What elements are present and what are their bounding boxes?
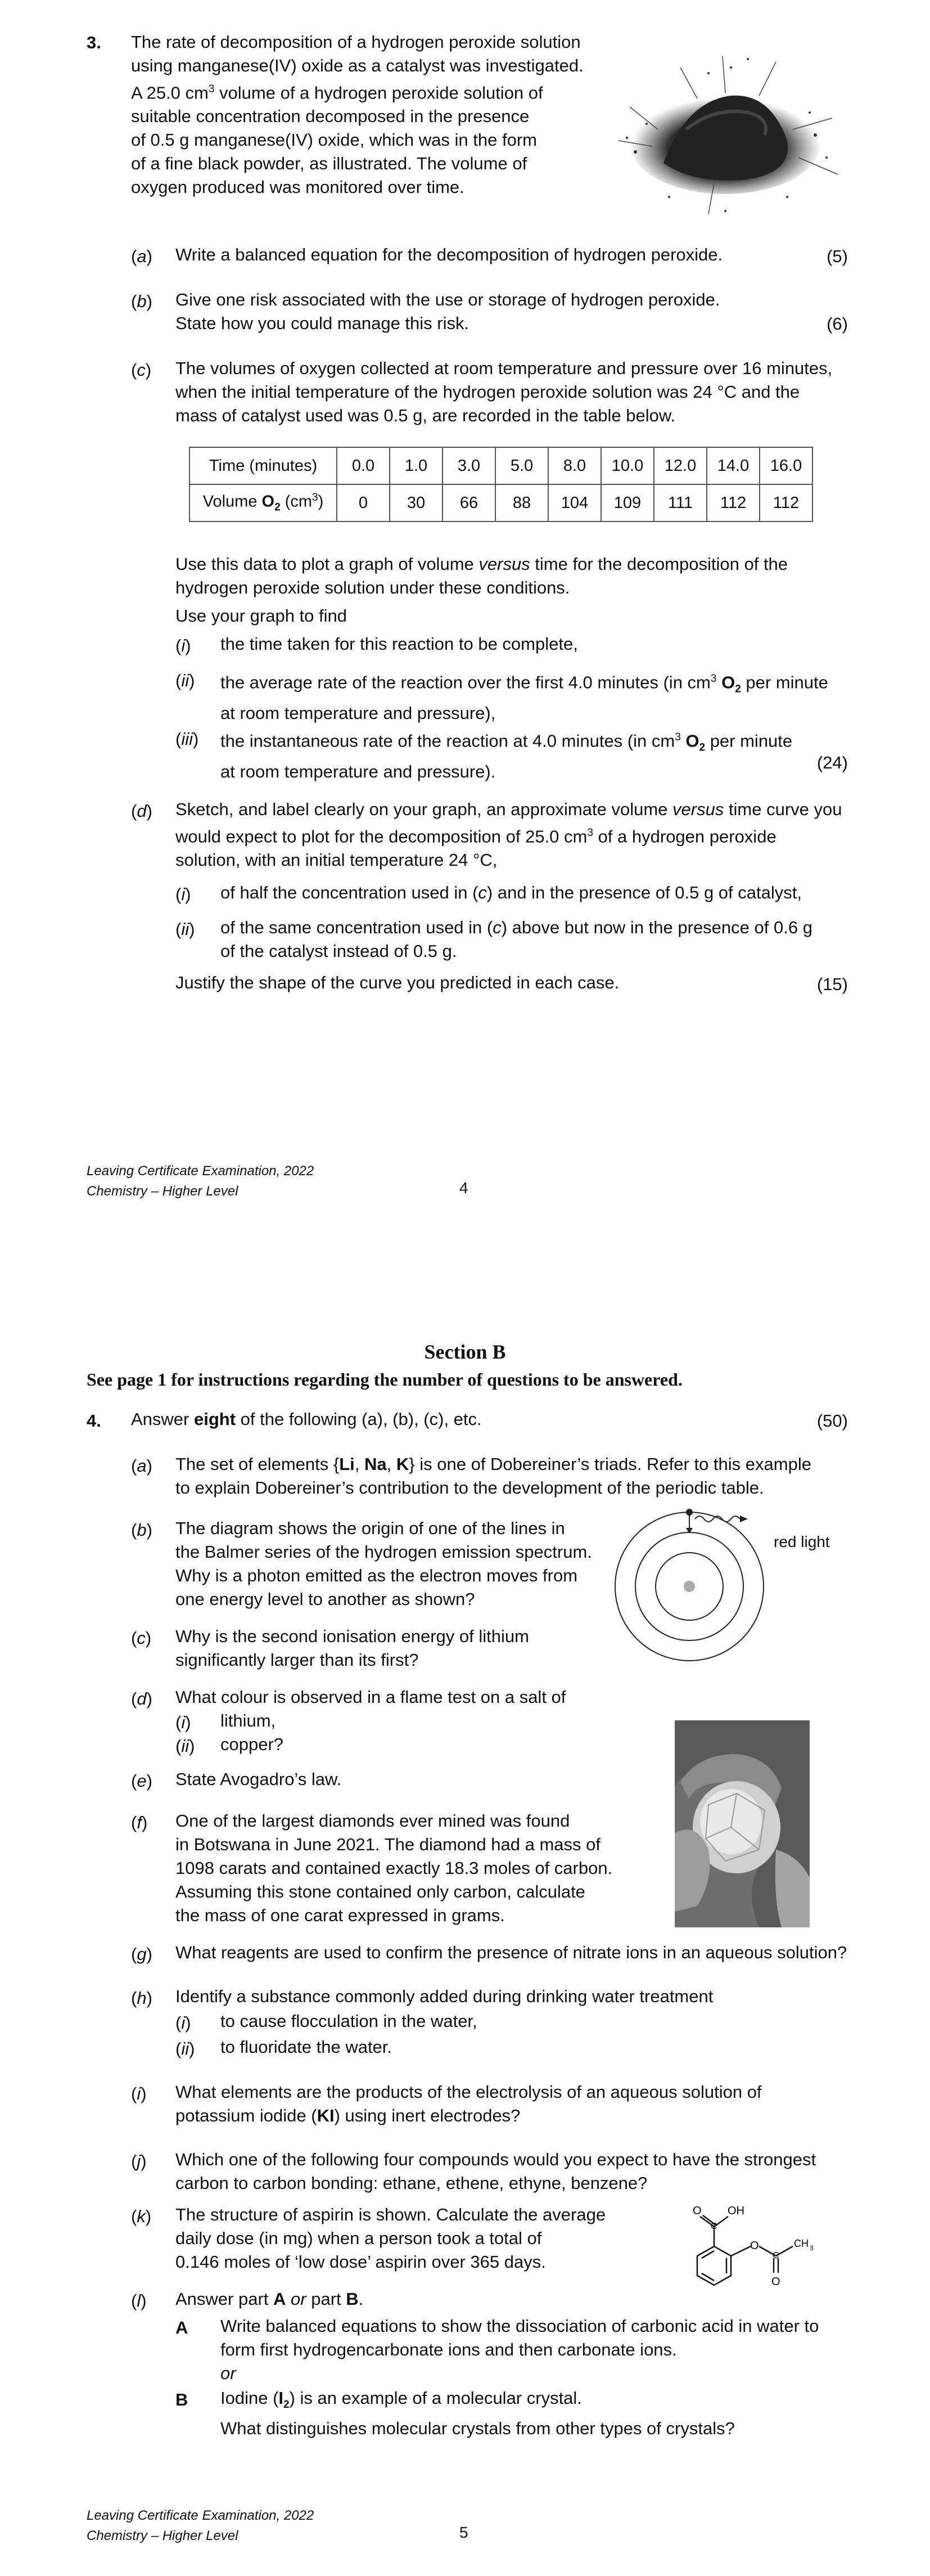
text: or <box>291 2289 306 2309</box>
text: Answer part <box>175 2289 274 2309</box>
table-cell: 3.0 <box>443 447 495 484</box>
text: c <box>478 883 487 902</box>
sub-text: lithium, <box>220 1711 276 1730</box>
label: c <box>137 1628 146 1648</box>
data-table <box>189 447 813 522</box>
line: daily dose (in mg) when a person took a total of <box>175 2228 542 2248</box>
table-cell: 10.0 <box>601 447 654 484</box>
label: i <box>181 1712 186 1732</box>
part-f-text <box>175 1809 612 1927</box>
line: significantly larger than its first? <box>175 1650 419 1670</box>
aspirin-o2: O <box>750 2240 759 2252</box>
table-cell: 14.0 <box>707 447 760 484</box>
aspirin-c1: C <box>711 2222 717 2231</box>
line: State how you could manage this risk. <box>175 313 469 333</box>
line: Give one risk associated with the use or storage of hydrogen peroxide. <box>175 290 720 309</box>
text: . <box>358 2289 364 2309</box>
part-label-a: (a) <box>131 1456 152 1476</box>
aspirin-ch3-sub: 3 <box>810 2244 814 2252</box>
sub-label: (ii) <box>175 671 195 690</box>
line: when the initial temperature of the hydrogen peroxide solution was 24 °C and the <box>175 382 800 402</box>
footer <box>87 2506 314 2546</box>
page-number: 5 <box>459 2524 468 2541</box>
line <box>220 2386 735 2417</box>
footer-line: Leaving Certificate Examination, 2022 <box>87 2508 314 2523</box>
text: Sketch, and label clearly on your graph, an approximate volume <box>175 799 672 819</box>
table-cell: 112 <box>760 484 812 522</box>
q4-intro <box>131 1408 482 1431</box>
text: B <box>346 2289 359 2309</box>
label: k <box>137 2206 146 2226</box>
line: Why is the second ionisation energy of lithium <box>175 1626 529 1646</box>
text: O <box>261 492 275 511</box>
part-b-text <box>175 1517 592 1611</box>
line: 0.146 moles of ‘low dose’ aspirin over 365 days. <box>175 2252 546 2272</box>
line: The structure of aspirin is shown. Calculate the average <box>175 2205 606 2224</box>
label: g <box>137 1944 147 1964</box>
line: The volumes of oxygen collected at room temperature and pressure over 16 minutes, <box>175 358 833 378</box>
line: The diagram shows the origin of one of the lines in <box>175 1518 565 1538</box>
part-label-c: (c) <box>131 360 152 380</box>
text: A <box>273 2289 286 2309</box>
sub-label: (i) <box>175 636 191 655</box>
text: versus <box>478 554 530 574</box>
text: c <box>493 918 502 937</box>
marks-c: (24) <box>816 753 848 772</box>
label: ii <box>181 919 189 939</box>
line <box>220 916 812 939</box>
text: of the following (a), (b), (c), etc. <box>236 1409 482 1429</box>
label: c <box>137 360 146 380</box>
part-B-text <box>220 2386 735 2440</box>
sub-label: (i) <box>175 1712 191 1732</box>
text: per minute <box>741 672 828 693</box>
intro-line: of a fine black powder, as illustrated. The volume of <box>131 154 527 174</box>
sub-text: to fluoridate the water. <box>220 2037 392 2057</box>
label: ii <box>181 1736 189 1756</box>
part-label-d: (d) <box>131 801 152 821</box>
part-d-text <box>175 798 842 872</box>
page-number: 4 <box>459 1179 468 1197</box>
text: ) above but now in the presence of 0.6 g <box>501 918 812 937</box>
part-c-text <box>175 357 832 428</box>
text: 2 <box>283 2399 290 2411</box>
q3-intro <box>131 30 592 199</box>
part-B-label: B <box>175 2390 188 2409</box>
table-cell: 30 <box>390 484 443 522</box>
table-cell: 5.0 <box>495 447 548 484</box>
line: the instantaneous rate of the reaction at 4.0 minutes (in $cm^3$ $O_2$ per minute <box>220 731 793 754</box>
table-cell: 111 <box>654 484 707 522</box>
label: i <box>181 2013 186 2033</box>
text: time curve you <box>724 799 842 819</box>
aspirin-ch3: CH <box>794 2238 809 2249</box>
text: time for the decomposition of the <box>530 554 788 574</box>
label: b <box>137 1520 147 1540</box>
marks-b: (6) <box>827 314 848 334</box>
part-h-text: Identify a substance commonly added during drinking water treatment <box>175 1986 714 2006</box>
text: Use this data to plot a graph of volume <box>175 554 479 574</box>
table-cell: 104 <box>548 484 601 522</box>
text: ) using inert electrodes? <box>334 2106 521 2125</box>
table-cell: 12.0 <box>654 447 707 484</box>
text: ) is an example of a molecular crystal. <box>289 2388 582 2408</box>
sub-label: (i) <box>175 884 191 904</box>
sub-label: (ii) <box>175 2039 195 2058</box>
question-number: 4. <box>87 1411 101 1431</box>
text: I <box>278 2388 284 2408</box>
sub-label: (ii) <box>175 1736 195 1756</box>
aspirin-c2: C <box>773 2251 779 2260</box>
footer-line: Chemistry – Higher Level <box>87 1184 238 1199</box>
line: mass of catalyst used was 0.5 g, are recorded in the table below. <box>175 406 676 425</box>
text: K <box>396 1454 409 1474</box>
label: a <box>137 246 147 266</box>
line: One of the largest diamonds ever mined was found <box>175 1811 570 1831</box>
label: e <box>137 1771 147 1791</box>
text: O <box>716 672 735 693</box>
part-e-text: State Avogadro’s law. <box>175 1769 342 1789</box>
line: Write balanced equations to show the dissociation of carbonic acid in water to <box>220 2316 819 2336</box>
table-cell: 8.0 <box>548 447 601 484</box>
text: 3 <box>312 492 318 504</box>
text: of a hydrogen peroxide <box>593 826 776 847</box>
text: of the same concentration used in ( <box>220 918 493 937</box>
section-subtitle: See page 1 for instructions regarding the number of questions to be answered. <box>87 1369 683 1390</box>
question-number: 3. <box>87 33 101 52</box>
intro-line: A 25.0 $cm^3$ volume of a hydrogen peroxide solution of <box>131 83 543 103</box>
aspirin-o1: O <box>693 2205 702 2217</box>
part-label-i: (i) <box>131 2084 147 2103</box>
text: eight <box>193 1409 236 1429</box>
line: the mass of one carat expressed in grams. <box>175 1905 505 1925</box>
label: ii <box>181 671 189 690</box>
part-b-text <box>175 288 720 335</box>
line: The set of elements {Li, Na, K} is one of Dobereiner’s triads. Refer to this example <box>175 1454 811 1474</box>
label: j <box>137 2151 141 2171</box>
label: l <box>137 2291 141 2310</box>
text: Iodine ( <box>220 2388 279 2408</box>
sub-label: (ii) <box>175 919 195 939</box>
label: f <box>137 1813 142 1832</box>
table-cell: 1.0 <box>390 447 443 484</box>
table-cell: 0 <box>337 484 390 522</box>
part-label-b: (b) <box>131 1520 152 1540</box>
part-label-e: (e) <box>131 1771 152 1791</box>
part-label-d: (d) <box>131 1689 152 1709</box>
line: at room temperature and pressure), <box>220 703 496 723</box>
intro-line: of 0.5 g manganese(IV) oxide, which was in the form <box>131 130 537 150</box>
part-a-text: Write a balanced equation for the decomposition of hydrogen peroxide. <box>175 245 723 264</box>
text: volume of a hydrogen peroxide solution of <box>214 83 543 103</box>
text: } is one of Dobereiner’s triads. Refer to this example <box>409 1454 811 1474</box>
part-A-text <box>220 2314 819 2385</box>
text: A 25.0 cm <box>131 83 209 103</box>
label: ii <box>181 2039 189 2058</box>
label: i <box>137 2084 141 2103</box>
part-label-j: (j) <box>131 2151 147 2171</box>
black-powder-photo <box>602 34 849 225</box>
text: part <box>306 2289 346 2309</box>
text: Volume <box>202 492 262 511</box>
text: The set of elements { <box>175 1454 340 1474</box>
table-cell: 109 <box>601 484 654 522</box>
part-label-g: (g) <box>131 1944 152 1964</box>
line: the average rate of the reaction over the first 4.0 minutes (in $cm^3$ $O_2$ per minute <box>220 672 828 695</box>
line: Use your graph to find <box>175 606 347 626</box>
text: potassium iodide ( <box>175 2106 317 2125</box>
part-A-label: A <box>175 2318 188 2337</box>
text: KI <box>317 2106 335 2125</box>
line: Which one of the following four compounds would you expect to have the strongest <box>175 2150 816 2169</box>
or-text: or <box>220 2363 236 2383</box>
line: What elements are the products of the electrolysis of an aqueous solution of <box>175 2082 762 2102</box>
label: h <box>137 1988 147 2008</box>
part-a-text <box>175 1453 811 1500</box>
text: per minute <box>705 731 793 751</box>
line: at room temperature and pressure). <box>220 761 496 781</box>
sub-text: the time taken for this reaction to be complete, <box>220 634 578 654</box>
text: 2 <box>274 501 281 514</box>
table-header-time: Time (minutes) <box>189 447 337 484</box>
sub-text <box>220 726 792 784</box>
part-c-text <box>175 1625 529 1672</box>
table-cell: 88 <box>495 484 548 522</box>
sub-text <box>220 667 828 725</box>
line: one energy level to another as shown? <box>175 1589 475 1609</box>
text: would expect to plot for the decomposition of 25.0 cm <box>175 826 588 847</box>
text: the instantaneous rate of the reaction at 4.0 minutes (in cm <box>220 731 675 751</box>
line: to explain Dobereiner’s contribution to the development of the periodic table. <box>175 1478 764 1498</box>
part-i-text <box>175 2080 762 2128</box>
line: hydrogen peroxide solution under these conditions. <box>175 578 570 597</box>
table-cell: 66 <box>443 484 495 522</box>
justify-text: Justify the shape of the curve you predicted in each case. <box>175 973 620 992</box>
label: b <box>137 291 147 311</box>
table-cell: 112 <box>707 484 760 522</box>
part-k-text <box>175 2203 606 2274</box>
line: in Botswana in June 2021. The diamond had a mass of <box>175 1835 601 1854</box>
line: What distinguishes molecular crystals from other types of crystals? <box>220 2418 735 2439</box>
bohr-model-icon <box>611 1508 768 1665</box>
line <box>175 552 788 576</box>
line <box>175 798 842 821</box>
line: 1098 carats and contained exactly 18.3 moles of carbon. <box>175 1858 613 1878</box>
text: Na <box>364 1454 387 1474</box>
footer-line: Leaving Certificate Examination, 2022 <box>87 1163 314 1179</box>
text: ) and in the presence of 0.5 g of catalyst, <box>486 883 802 902</box>
marks-q4: (50) <box>816 1411 848 1431</box>
text: Answer <box>131 1409 194 1429</box>
marks-d: (15) <box>816 974 848 994</box>
aspirin-oh: OH <box>728 2205 744 2217</box>
line: carbon to carbon bonding: ethane, ethene, ethyne, benzene? <box>175 2173 648 2193</box>
part-label-l: (l) <box>131 2291 147 2310</box>
text: (cm <box>280 492 313 511</box>
aspirin-o3: O <box>771 2276 780 2288</box>
part-label-h: (h) <box>131 1988 152 2008</box>
text: ) <box>318 492 324 511</box>
table-row-volume <box>189 484 812 522</box>
line: Why is a photon emitted as the electron moves from <box>175 1566 578 1585</box>
part-c-instructions <box>175 552 788 628</box>
part-label-a: (a) <box>131 246 152 266</box>
part-g-text: What reagents are used to confirm the presence of nitrate ions in an aqueous solution? <box>175 1943 847 1962</box>
part-label-b: (b) <box>131 291 152 311</box>
sub-text <box>220 916 812 963</box>
label: i <box>181 884 186 904</box>
section-title: Section B <box>424 1341 506 1363</box>
intro-line: suitable concentration decomposed in the presence <box>131 106 530 127</box>
table-cell: 16.0 <box>760 447 812 484</box>
diamond-in-hand-photo <box>675 1720 810 1927</box>
part-label-k: (k) <box>131 2206 152 2226</box>
text: Li <box>339 1454 355 1474</box>
red-light-label: red light <box>774 1533 830 1550</box>
line <box>175 2104 762 2128</box>
label: iii <box>181 729 193 749</box>
footer <box>87 1161 314 1202</box>
footer-line: Chemistry – Higher Level <box>87 2528 238 2543</box>
sub-label: (iii) <box>175 729 199 749</box>
label: d <box>137 801 147 821</box>
label: d <box>137 1689 147 1709</box>
table-header-volume <box>189 484 337 522</box>
text: O <box>680 731 699 751</box>
table-cell: 0.0 <box>337 447 390 484</box>
line: of the catalyst instead of 0.5 g. <box>220 941 457 961</box>
line: form first hydrogencarbonate ions and then carbonate ions. <box>220 2340 677 2359</box>
intro-line: oxygen produced was monitored over time. <box>131 177 464 197</box>
line: the Balmer series of the hydrogen emission spectrum. <box>175 1542 592 1562</box>
sub-text: to cause flocculation in the water, <box>220 2011 477 2031</box>
intro-line: using manganese(IV) oxide as a catalyst was investigated. <box>131 56 584 75</box>
label: a <box>137 1456 147 1476</box>
aspirin-structure-icon <box>669 2188 832 2301</box>
sub-label: (i) <box>175 2013 191 2033</box>
label: i <box>181 636 186 655</box>
text: of half the concentration used in ( <box>220 883 478 902</box>
text: versus <box>672 799 724 819</box>
table-row-time <box>189 447 812 484</box>
line: solution, with an initial temperature 24 °C, <box>175 850 498 870</box>
line: would expect to plot for the decomposition of 25.0 $cm^3$ of a hydrogen peroxide <box>175 826 776 847</box>
part-d-text: What colour is observed in a flame test on a salt of <box>175 1687 566 1707</box>
page-5 <box>0 1288 930 2576</box>
sub-text <box>220 881 802 905</box>
part-label-f: (f) <box>131 1813 148 1832</box>
line: Assuming this stone contained only carbon, calculate <box>175 1882 585 1901</box>
intro-line: The rate of decomposition of a hydrogen peroxide solution <box>131 32 581 52</box>
part-label-c: (c) <box>131 1628 152 1648</box>
part-l-text <box>175 2287 363 2311</box>
text: the average rate of the reaction over the first 4.0 minutes (in cm <box>220 672 711 693</box>
marks-a: (5) <box>827 246 848 266</box>
sub-text: copper? <box>220 1734 284 1754</box>
